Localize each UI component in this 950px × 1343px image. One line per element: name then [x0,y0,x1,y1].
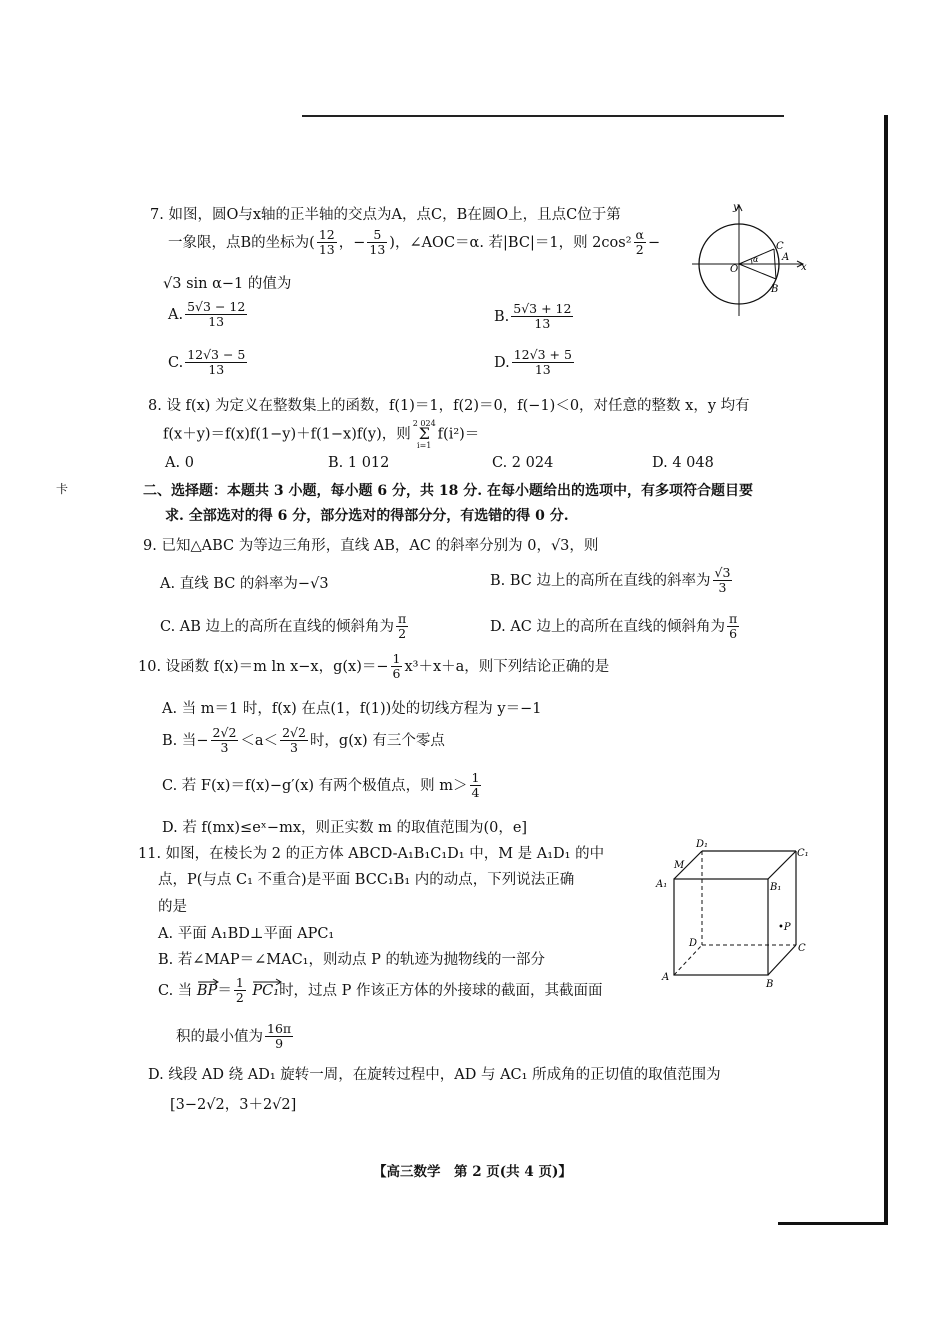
q11-option-d: D. 线段 AD 绕 AD₁ 旋转一周，在旋转过程中，AD 与 AC₁ 所成角的正切值的取值范围为 [148,1067,721,1083]
section2-instructions-line2: 求. 全部选对的得 6 分，部分选对的得部分分，有选错的得 0 分. [165,508,569,524]
q7-option-c: C. $\frac{12√3 - 5}{13}$ [168,347,246,378]
q10-option-b: B. 当− $\frac{2√2}{3}$ ＜a＜ $\frac{2√2}{3}$ 时，g(x) 有三个零点 [162,725,445,756]
q11-cube-figure [652,835,817,990]
front-face [674,879,768,975]
q10-option-c: C. 若 F(x)＝f(x)−g′(x) 有两个极值点，则 m＞ $\frac{1}{4}$ [162,770,480,801]
right-border [884,115,888,1225]
edge-ad-hidden [674,945,702,975]
q10-option-d: D. 若 f(mx)≤eˣ−mx，则正实数 m 的取值范围为(0，e] [162,820,528,836]
q9-option-b: B. BC 边上的高所在直线的斜率为 $\frac{√3}{3}$ [490,565,731,596]
label-x: x [801,262,807,273]
vector-pc1: PC₁ [252,983,279,999]
label-b1: B₁ [770,882,782,893]
label-a: A [782,252,790,263]
label-o: O [730,264,739,275]
edge-b1c1 [768,851,796,879]
q8-stem-line2: f(x＋y)＝f(x)f(1−y)＋f(1−x)f(y)，则 2 024 Σ i=1 f(i²)＝ [163,419,480,450]
label-c1: C₁ [797,848,809,859]
q11-option-c-cont: 积的最小值为 $\frac{16\pi}{9}$ [176,1021,292,1052]
top-rule [302,115,784,117]
q8-stem-line1: 8. 设 f(x) 为定义在整数集上的函数，f(1)＝1，f(2)＝0，f(−1)＜0，对任意的整数 x，y 均有 [148,398,750,414]
angle-alpha-arc [751,259,752,264]
q7-coord-x: $\frac{12}{13}$ [318,227,335,258]
q10-stem: 10. 设函数 f(x)＝m ln x−x，g(x)＝− $\frac{1}{6}$ x³＋x＋a，则下列结论正确的是 [138,651,610,682]
edge-bc [768,945,796,975]
label-y: y [733,202,739,213]
q7-half-alpha: $\frac{\alpha}{2}$ [635,227,644,258]
q7-option-b: B. $\frac{5√3 + 12}{13}$ [494,301,572,332]
q9-option-d: D. AC 边上的高所在直线的倾斜角为 $\frac{\pi}{6}$ [490,611,738,642]
q8-option-b: B. 1 012 [328,455,390,471]
q7-stem-line3: √3 sin α−1 的值为 [163,276,292,292]
margin-mark: 卡 [56,482,69,496]
label-b: B [766,979,774,990]
vector-bp: BP [197,983,217,999]
q11-stem-line2: 点，P(与点 C₁ 不重合)是平面 BCC₁B₁ 内的动点，下列说法正确 [158,872,575,888]
q11-option-c: C. 当 BP＝ $\frac{1}{2}$ PC₁时，过点 P 作该正方体的外接球的截面，其截面面 [158,975,603,1006]
bottom-border [778,1222,888,1225]
label-m: M [674,860,685,871]
label-a: A [662,972,670,983]
q7-coord-y: $\frac{5}{13}$ [369,227,386,258]
q11-stem-line1: 11. 如图，在棱长为 2 的正方体 ABCD-A₁B₁C₁D₁ 中，M 是 A₁D₁ 的中 [138,846,605,862]
q8-option-d: D. 4 048 [652,455,714,471]
q9-option-a: A. 直线 BC 的斜率为−√3 [160,576,329,592]
segment-ob [739,264,776,279]
q7-stem-line2: 一象限，点B的坐标为( $\frac{12}{13}$ ，− $\frac{5}{13}$ )，∠AOC＝α. 若|BC|＝1，则 2cos² $\frac{\alpha}{2}$ − [168,227,661,258]
q7-option-d: D. $\frac{12√3 + 5}{13}$ [494,347,572,378]
q11-stem-line3: 的是 [158,899,187,915]
label-d1: D₁ [696,839,709,850]
q10-option-a: A. 当 m＝1 时，f(x) 在点(1，f(1))处的切线方程为 y＝−1 [162,701,542,717]
q11-option-d-range: [3−2√2，3＋2√2] [170,1097,297,1113]
label-b: B [771,284,779,295]
q8-option-c: C. 2 024 [492,455,554,471]
label-c: C [776,241,784,252]
page-footer: 【高三数学 第 2 页(共 4 页)】 [373,1164,572,1180]
q11-option-a: A. 平面 A₁BD⊥平面 APC₁ [158,926,335,942]
q11-option-b: B. 若∠MAP＝∠MAC₁，则动点 P 的轨迹为抛物线的一部分 [158,952,545,968]
section2-instructions-line1: 二、选择题：本题共 3 小题，每小题 6 分，共 18 分. 在每小题给出的选项中，有多项符合题目要 [143,483,753,499]
label-a1: A₁ [656,879,668,890]
q7-option-a: A. $\frac{5√3 - 12}{13}$ [168,299,246,330]
label-c: C [798,943,806,954]
q7-circle-figure [690,198,815,318]
label-p: •P [778,922,791,933]
q7-stem-line1: 7. 如图，圆O与x轴的正半轴的交点为A，点C，B在圆O上，且点C位于第 [150,207,621,223]
q9-option-c: C. AB 边上的高所在直线的倾斜角为 $\frac{\pi}{2}$ [160,611,407,642]
q8-option-a: A. 0 [165,455,194,471]
label-alpha: α [753,255,759,264]
summation-sign: 2 024 Σ i=1 [412,419,436,450]
q9-stem: 9. 已知△ABC 为等边三角形，直线 AB，AC 的斜率分别为 0，√3，则 [143,538,599,554]
label-d: D [689,938,698,949]
